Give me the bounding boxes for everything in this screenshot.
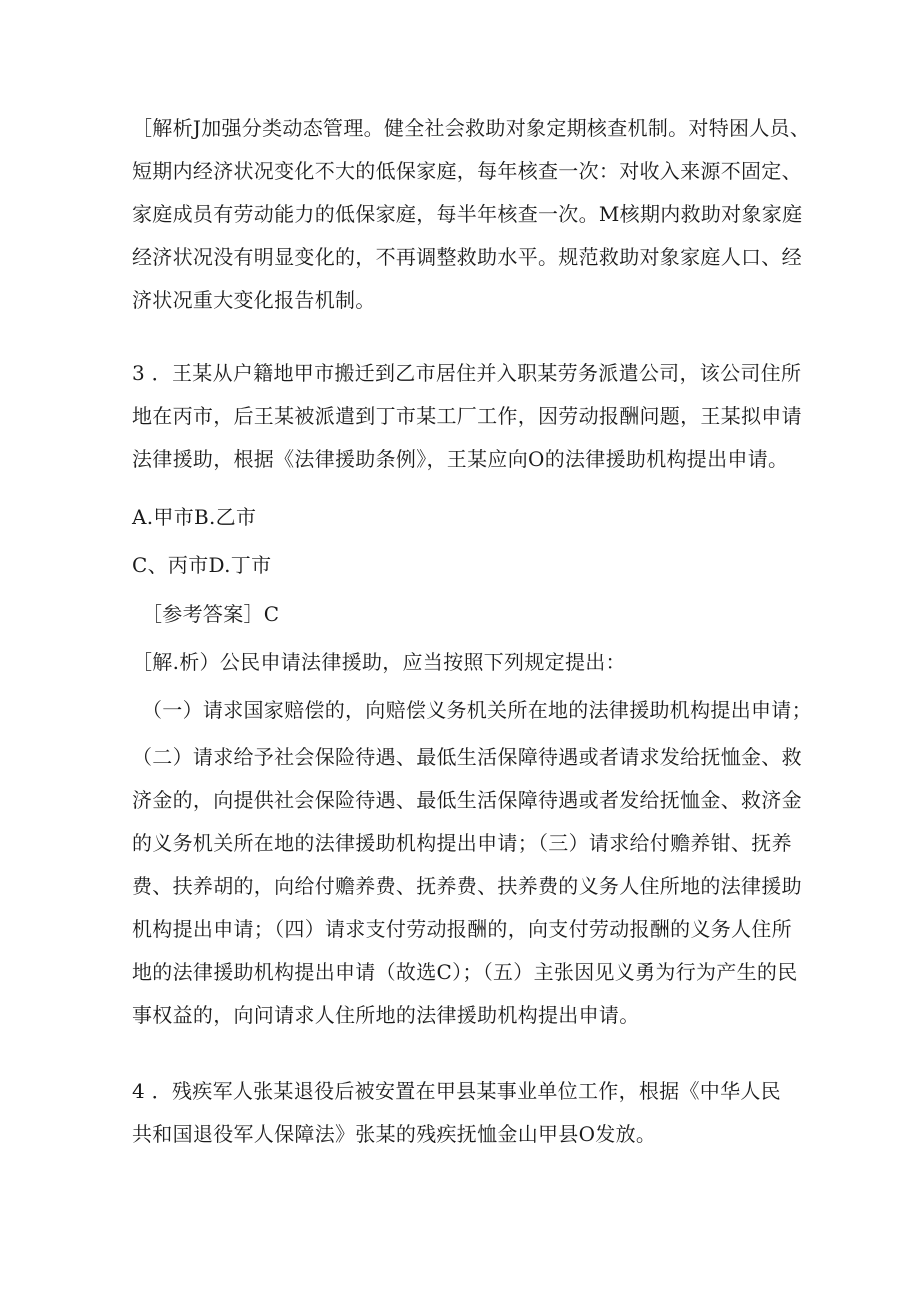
analysis-3-item-1	[142, 689, 812, 732]
text-line: 法律援助，根据《法律援助条例》，王某应向O的法律援助机构提出申请。	[132, 447, 789, 471]
text-line: 3 ．王某从户籍地甲市搬迁到乙市居住并入职某劳务派遣公司，该公司住所	[132, 361, 802, 385]
text-line: 费、扶养胡的，向给付赡养费、抚养费、扶养费的义务人住所地的法律援助	[132, 874, 802, 898]
question-3-options-cd	[132, 544, 271, 587]
text-line: 短期内经济状况变化不大的低保家庭，每年核查一次：对收入来源不固定、	[132, 159, 802, 183]
analysis-3-remaining	[132, 736, 802, 1037]
text-line: 机构提出申请；（四）请求支付劳动报酬的，向支付劳动报酬的义务人住所	[132, 917, 792, 941]
text-line: 济状况重大变化报告机制。	[132, 288, 376, 312]
question-4-stem	[132, 1070, 781, 1156]
text-line: 共和国退役军人保障法》张某的残疾抚恤金山甲县O发放。	[132, 1122, 657, 1146]
analysis-q2-paragraph	[132, 107, 810, 322]
text-line: 家庭成员有劳动能力的低保家庭，每半年核查一次。M核期内救助对象家庭	[132, 202, 803, 226]
text-line: （一）请求国家赔偿的，向赔偿义务机关所在地的法律援助机构提出申请；	[142, 698, 812, 722]
text-line: ［解.析）公民申请法律援助，应当按照下列规定提出：	[132, 650, 626, 674]
text-line: 地在丙市，后王某被派遣到丁市某工厂工作，因劳动报酬问题，王某拟申请	[132, 404, 802, 428]
option-text: A.甲市B.乙市	[132, 505, 257, 529]
answer-text: ［参考答案］C	[142, 602, 280, 626]
text-line: 的义务机关所在地的法律援助机构提出申请；（三）请求给付赡养钳、抚养	[132, 831, 792, 855]
text-line: ［解析J加强分类动态管理。健全社会救助对象定期核查机制。对特困人员、	[132, 116, 811, 140]
text-line: 经济状况没有明显变化的，不再调整救助水平。规范救助对象家庭人口、经	[132, 245, 802, 269]
text-line: （二）请求给予社会保险待遇、最低生活保障待遇或者请求发给抚恤金、救	[132, 745, 802, 769]
analysis-3-intro	[132, 641, 626, 684]
question-3-options-ab	[132, 496, 256, 539]
text-line: 济金的，向提供社会保险待遇、最低生活保障待遇或者发给抚恤金、救济金	[132, 788, 802, 812]
text-line: 地的法律援助机构提出申请（故选C）；（五）主张因见义勇为行为产生的民	[132, 960, 798, 984]
text-line: 4 ．残疾军人张某退役后被安置在甲县某事业单位工作，根据《中华人民	[132, 1079, 781, 1103]
option-text: C、丙市D.丁市	[132, 553, 272, 577]
text-line: 事权益的，向问请求人住所地的法律援助机构提出申请。	[132, 1003, 640, 1027]
question-3-stem	[132, 352, 802, 481]
answer-3	[142, 593, 279, 636]
